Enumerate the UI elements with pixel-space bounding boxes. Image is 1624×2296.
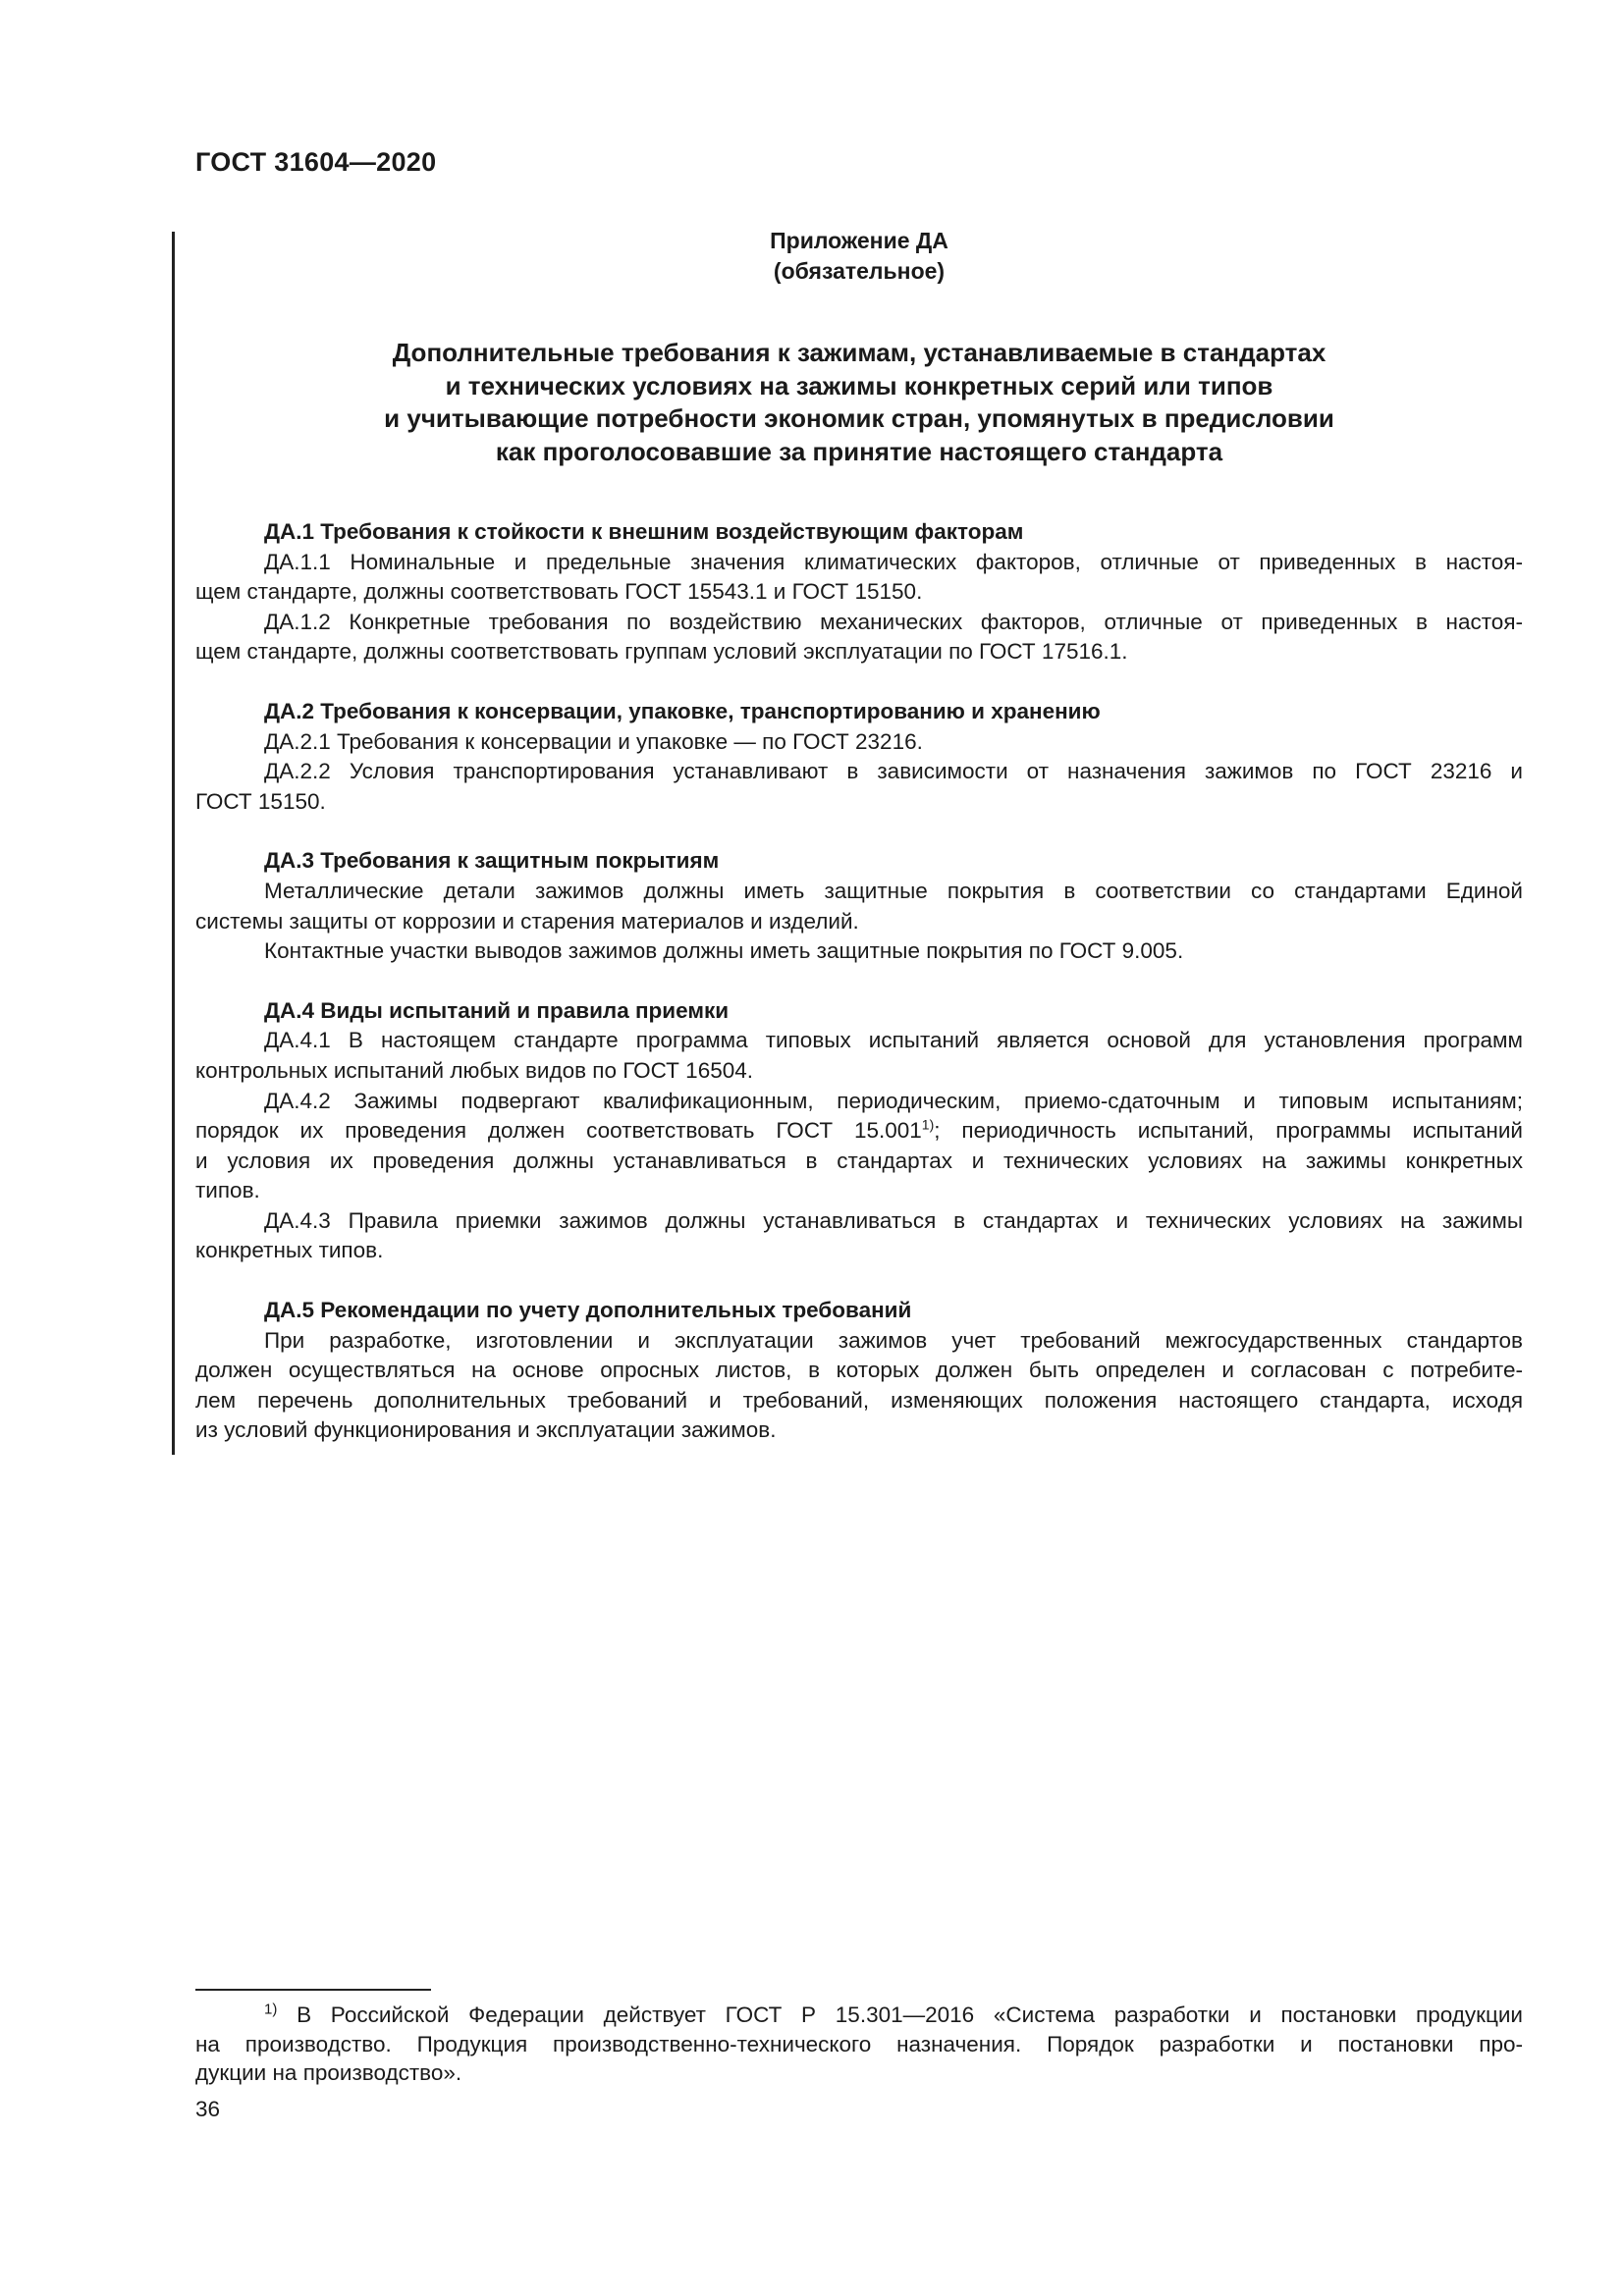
text-line: ДА.2.1 Требования к консервации и упаковке — по ГОСТ 23216. (264, 728, 923, 754)
text-line: При разработке, изготовлении и эксплуатации зажимов учет требований межгосударственных стандартов (264, 1327, 1523, 1353)
text-line: ДА.4.1 В настоящем стандарте программа типовых испытаний является основой для установления программ (264, 1028, 1523, 1053)
title-line: и учитывающие потребности экономик стран, упомянутых в предисловии (384, 403, 1334, 433)
paragraph-da4-1 (195, 1026, 1523, 1086)
text-line: лем перечень дополнительных требований и требований, изменяющих положения настоящего стандарта, исходя (195, 1387, 1523, 1413)
paragraph-da4-3 (195, 1206, 1523, 1266)
document-code: ГОСТ 31604—2020 (195, 147, 437, 177)
text-fragment: В Российской Федерации действует ГОСТ Р 15.301—2016 «Система разработки и постановки продукции (277, 2002, 1523, 2027)
revision-margin-bar (172, 232, 175, 1455)
text-line: контрольных испытаний любых видов по ГОСТ 16504. (195, 1057, 753, 1083)
paragraph-da3-1 (195, 877, 1523, 936)
text-line: ДА.4.2 Зажимы подвергают квалификационным, периодическим, приемо-сдаточным и типовым испытаниям; (264, 1088, 1523, 1113)
text-line: ДА.2.2 Условия транспортирования устанавливают в зависимости от назначения зажимов по ГОСТ 23216 и (264, 759, 1523, 784)
text-line: дукции на производство». (195, 2060, 462, 2085)
text-line: и условия их проведения должны устанавливаться в стандартах и технических условиях на зажимы конкретных (195, 1148, 1523, 1173)
section-heading-da4: ДА.4 Виды испытаний и правила приемки (264, 997, 730, 1023)
section-heading-da2: ДА.2 Требования к консервации, упаковке, транспортированию и хранению (264, 698, 1101, 723)
title-line: и технических условиях на зажимы конкретных серий или типов (445, 370, 1273, 400)
text-line (195, 2001, 1523, 2030)
document-body (195, 226, 1523, 1446)
text-line: конкретных типов. (195, 1238, 384, 1263)
footnote-separator (195, 1989, 431, 1991)
paragraph-da1-2 (195, 608, 1523, 667)
paragraph-da5-1 (195, 1326, 1523, 1446)
text-line: системы защиты от коррозии и старения материалов и изделий. (195, 908, 859, 934)
appendix-label: Приложение ДА (770, 228, 948, 253)
text-line: щем стандарте, должны соответствовать ГОСТ 15543.1 и ГОСТ 15150. (195, 579, 923, 605)
text-line: ДА.4.3 Правила приемки зажимов должны устанавливаться в стандартах и технических условиях на зажимы (264, 1207, 1523, 1233)
text-line: должен осуществляться на основе опросных листов, в которых должен быть определен и согласован с потребите- (195, 1358, 1523, 1383)
text-line: из условий функционирования и эксплуатации зажимов. (195, 1417, 777, 1443)
text-line: ГОСТ 15150. (195, 788, 326, 814)
text-line: ДА.1.2 Конкретные требования по воздействию механических факторов, отличные от приведенных в настоя- (264, 609, 1523, 634)
page-number: 36 (195, 2097, 221, 2121)
footnote-reference[interactable]: 1) (921, 1116, 935, 1133)
footnote (195, 2001, 1523, 2088)
title-line: Дополнительные требования к зажимам, устанавливаемые в стандартах (392, 338, 1326, 367)
text-line: типов. (195, 1178, 260, 1203)
footnote-mark: 1) (264, 2001, 278, 2018)
paragraph-da4-2 (195, 1087, 1523, 1206)
section-heading-da5: ДА.5 Рекомендации по учету дополнительных требований (264, 1298, 912, 1323)
section-heading-da3: ДА.3 Требования к защитным покрытиям (264, 848, 720, 874)
text-line: на производство. Продукция производственно-технического назначения. Порядок разработки и постановки про- (195, 2031, 1523, 2056)
title-line: как проголосовавшие за принятие настоящего стандарта (495, 436, 1223, 466)
text-fragment: порядок их проведения должен соответствовать ГОСТ 15.001 (195, 1118, 922, 1144)
paragraph-da3-2 (195, 936, 1523, 967)
paragraph-da2-2 (195, 757, 1523, 817)
text-line: ДА.1.1 Номинальные и предельные значения климатических факторов, отличные от приведенных в настоя- (264, 549, 1523, 574)
text-line (195, 1116, 1523, 1147)
text-line: щем стандарте, должны соответствовать группам условий эксплуатации по ГОСТ 17516.1. (195, 639, 1128, 665)
text-fragment: ; периодичность испытаний, программы испытаний (934, 1118, 1523, 1144)
appendix-title (195, 337, 1523, 468)
appendix-heading (195, 226, 1523, 286)
text-line: Контактные участки выводов зажимов должны иметь защитные покрытия по ГОСТ 9.005. (264, 938, 1184, 964)
paragraph-da1-1 (195, 548, 1523, 608)
appendix-status: (обязательное) (773, 257, 946, 284)
text-line: Металлические детали зажимов должны иметь защитные покрытия в соответствии со стандартами Единой (264, 878, 1523, 903)
paragraph-da2-1 (195, 727, 1523, 758)
section-heading-da1: ДА.1 Требования к стойкости к внешним воздействующим факторам (264, 519, 1024, 544)
